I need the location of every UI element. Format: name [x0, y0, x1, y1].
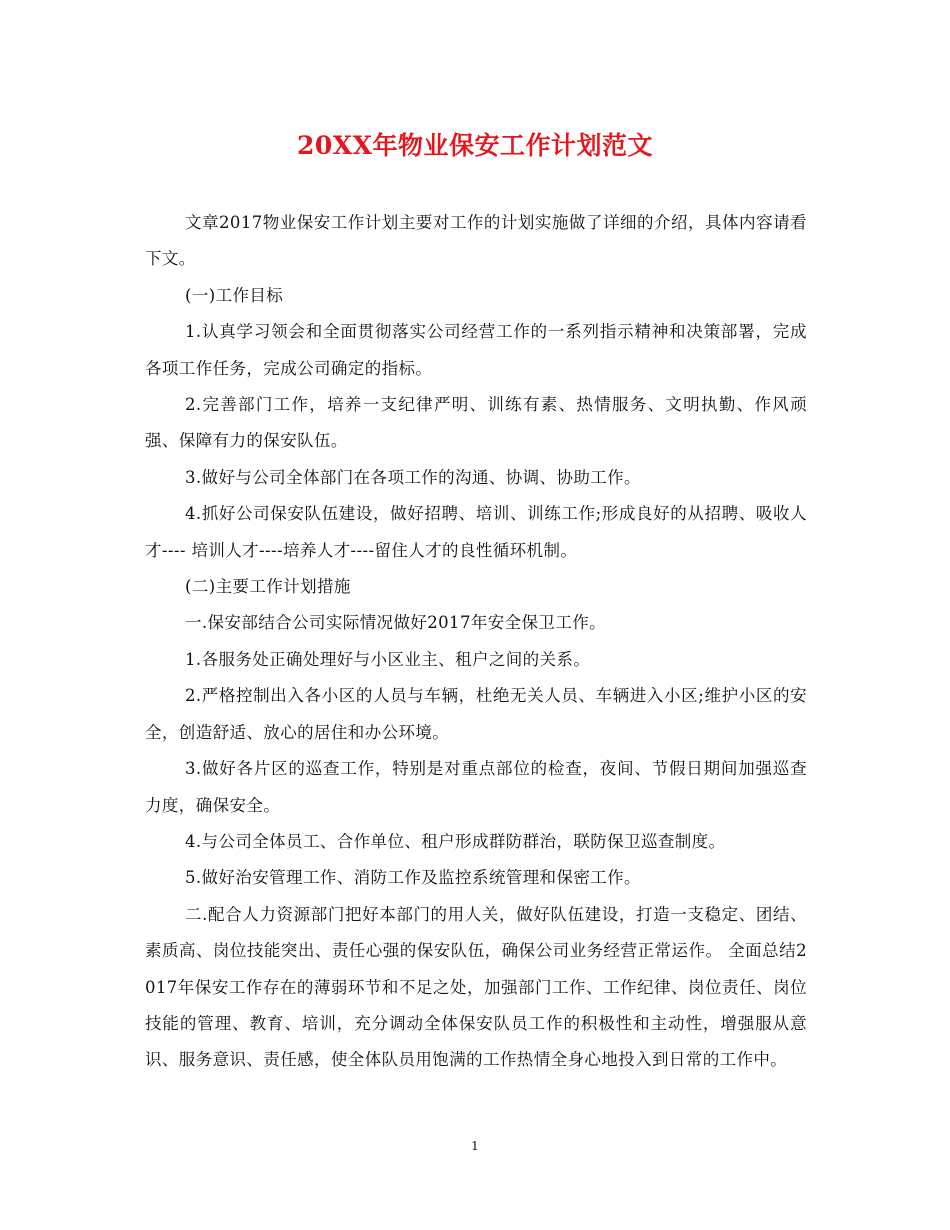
measure-item-5: 5.做好治安管理工作、消防工作及监控系统管理和保密工作。 [185, 868, 641, 888]
measure-item-1: 1.各服务处正确处理好与小区业主、租户之间的关系。 [185, 649, 591, 669]
section-heading-main-measures: (二)主要工作计划措施 [185, 577, 351, 597]
paragraph-intro: 文章2017物业保安工作计划主要对工作的计划实施做了详细的介绍，具体内容请看下文。 [145, 213, 807, 269]
page-number: 1 [471, 1139, 479, 1153]
goal-item-3: 3.做好与公司全体部门在各项工作的沟通、协调、协助工作。 [185, 467, 641, 487]
document-body [145, 205, 807, 1079]
goal-item-2: 2.完善部门工作，培养一支纪律严明、训练有素、热情服务、文明执勤、作风顽强、保障有力的保安队伍。 [145, 395, 807, 451]
goal-item-4: 4.抓好公司保安队伍建设，做好招聘、培训、训练工作;形成良好的从招聘、吸收人才---- 培训人才----培养人才----留住人才的良性循环机制。 [145, 504, 807, 560]
measure-heading-2: 二.配合人力资源部门把好本部门的用人关，做好队伍建设，打造一支稳定、团结、素质高、岗位技能突出、责任心强的保安队伍，确保公司业务经营正常运作。 全面总结2017年保安工作存在的薄弱环节和不足之处，加强部门工作、工作纪律、岗位责任、岗位技能的管理、教育、培训，充分调动全体保安队员工作的积极性和主动性，增强服从意识、服务意识、责任感，使全体队员用饱满的工作热情全身心地投入到日常的工作中。 [145, 904, 807, 1070]
measure-item-3: 3.做好各片区的巡查工作，特别是对重点部位的检查，夜间、节假日期间加强巡查力度，确保安全。 [145, 759, 807, 815]
measure-item-4: 4.与公司全体员工、合作单位、租户形成群防群治，联防保卫巡查制度。 [185, 831, 726, 851]
document-title: 20XX年物业保安工作计划范文 [296, 131, 654, 160]
measure-heading-1: 一.保安部结合公司实际情况做好2017年安全保卫工作。 [185, 613, 607, 633]
goal-item-1: 1.认真学习领会和全面贯彻落实公司经营工作的一系列指示精神和决策部署，完成各项工作任务，完成公司确定的指标。 [145, 322, 807, 378]
section-heading-work-goals: (一)工作目标 [185, 285, 284, 305]
measure-item-2: 2.严格控制出入各小区的人员与车辆，杜绝无关人员、车辆进入小区;维护小区的安全，创造舒适、放心的居住和办公环境。 [145, 686, 807, 742]
